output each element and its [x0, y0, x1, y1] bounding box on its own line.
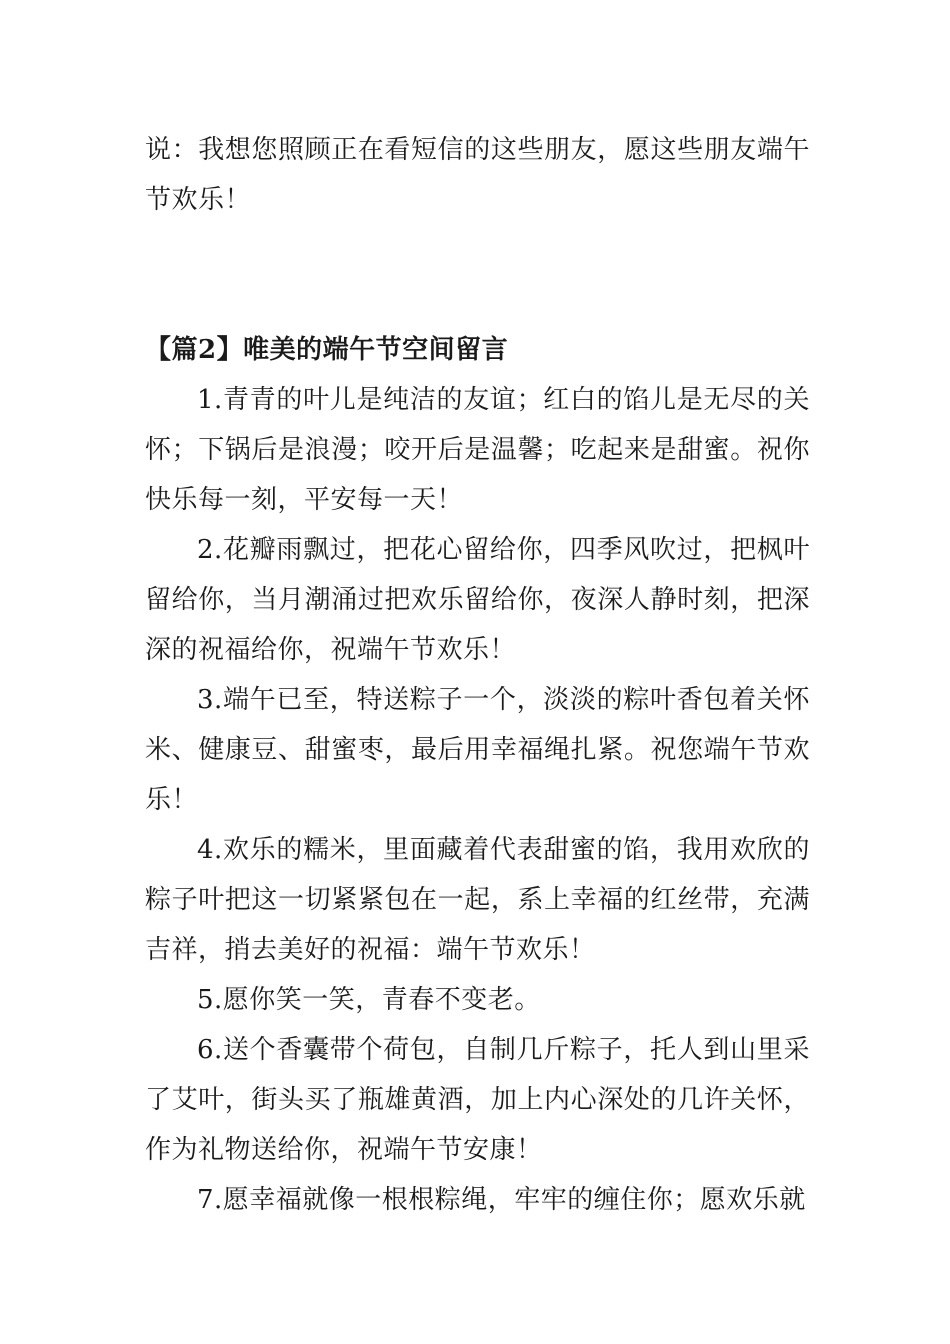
list-item: 3.端午已至，特送粽子一个，淡淡的粽叶香包着关怀米、健康豆、甜蜜枣，最后用幸福绳扎紧。祝您端午节欢乐！ — [145, 685, 810, 815]
continuation-paragraph: 说：我想您照顾正在看短信的这些朋友，愿这些朋友端午节欢乐！ — [145, 135, 810, 215]
list-item: 1.青青的叶儿是纯洁的友谊；红白的馅儿是无尽的关怀；下锅后是浪漫；咬开后是温馨；吃起来是甜蜜。祝你快乐每一刻，平安每一天！ — [145, 385, 810, 515]
document-page — [145, 125, 810, 1225]
list-item: 7.愿幸福就像一根根粽绳，牢牢的缠住你；愿欢乐就 — [197, 1185, 806, 1215]
list-item: 5.愿你笑一笑，青春不变老。 — [197, 985, 541, 1015]
list-item: 4.欢乐的糯米，里面藏着代表甜蜜的馅，我用欢欣的粽子叶把这一切紧紧包在一起，系上幸福的红丝带，充满吉祥，捎去美好的祝福：端午节欢乐！ — [145, 835, 810, 965]
list-item: 2.花瓣雨飘过，把花心留给你，四季风吹过，把枫叶留给你，当月潮涌过把欢乐留给你，夜深人静时刻，把深深的祝福给你，祝端午节欢乐！ — [145, 535, 810, 665]
list-item: 6.送个香囊带个荷包，自制几斤粽子，托人到山里采了艾叶，街头买了瓶雄黄酒，加上内心深处的几许关怀，作为礼物送给你，祝端午节安康！ — [145, 1035, 810, 1165]
section-title: 【篇2】唯美的端午节空间留言 — [145, 335, 509, 365]
